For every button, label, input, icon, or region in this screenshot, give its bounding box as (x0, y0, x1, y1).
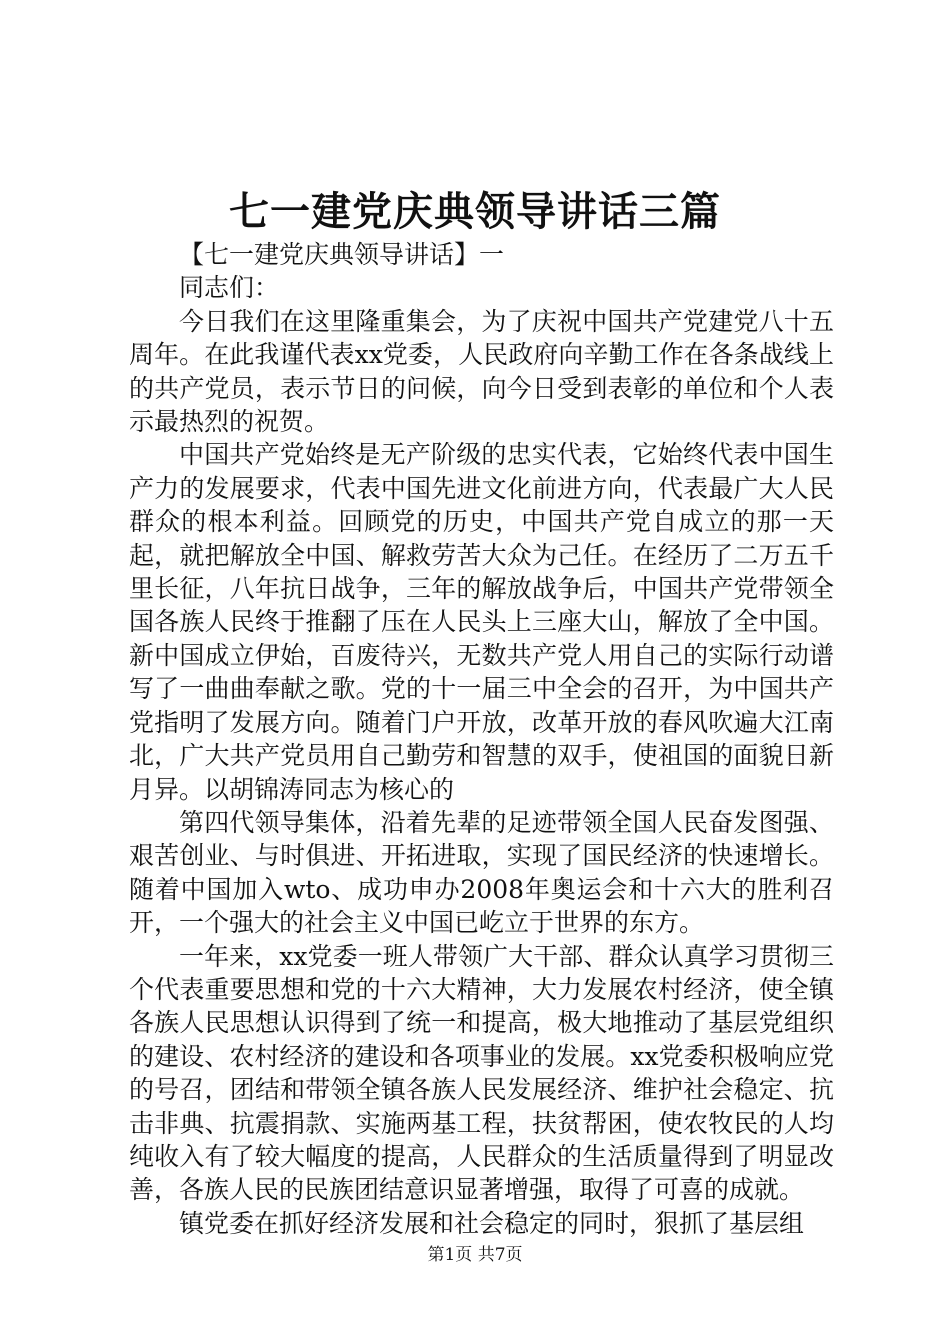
document-body (129, 238, 834, 1240)
paragraph: 中国共产党始终是无产阶级的忠实代表，它始终代表中国生产力的发展要求，代表中国先进文化前进方向，代表最广大人民群众的根本利益。回顾党的历史，中国共产党自成立的那一天起，就把解放全中国、解救劳苦大众为己任。在经历了二万五千里长征，八年抗日战争，三年的解放战争后，中国共产党带领全国各族人民终于推翻了压在人民头上三座大山，解放了全中国。新中国成立伊始，百废待兴，无数共产党人用自己的实际行动谱写了一曲曲奉献之歌。党的十一届三中全会的召开，为中国共产党指明了发展方向。随着门户开放，改革开放的春风吹遍大江南北，广大共产党员用自己勤劳和智慧的双手，使祖国的面貌日新月异。以胡锦涛同志为核心的 (129, 440, 834, 804)
paragraph: 今日我们在这里隆重集会，为了庆祝中国共产党建党八十五周年。在此我谨代表xx党委，人民政府向辛勤工作在各条战线上的共产党员，表示节日的问候，向今日受到表彰的单位和个人表示最热烈的祝贺。 (129, 306, 834, 437)
paragraph: 镇党委在抓好经济发展和社会稳定的同时，狠抓了基层组 (179, 1208, 805, 1238)
paragraph: 一年来，xx党委一班人带领广大干部、群众认真学习贯彻三个代表重要思想和党的十六大精神，大力发展农村经济，使全镇各族人民思想认识得到了统一和提高，极大地推动了基层党组织的建设、农村经济的建设和各项事业的发展。xx党委积极响应党的号召，团结和带领全镇各族人民发展经济、维护社会稳定、抗击非典、抗震捐款、实施两基工程，扶贫帮困，使农牧民的人均纯收入有了较大幅度的提高，人民群众的生活质量得到了明显改善，各族人民的民族团结意识显著增强，取得了可喜的成就。 (129, 941, 834, 1205)
page-footer: 第1页 共7页 (427, 1245, 523, 1265)
paragraph: 第四代领导集体，沿着先辈的足迹带领全国人民奋发图强、艰苦创业、与时俱进、开拓进取，实现了国民经济的快速增长。随着中国加入wto、成功申办2008年奥运会和十六大的胜利召开，一个强大的社会主义中国已屹立于世界的东方。 (129, 807, 834, 938)
document-title: 七一建党庆典领导讲话三篇 (229, 188, 721, 235)
paragraph-salutation: 同志们： (179, 273, 280, 303)
paragraph-heading: 【七一建党庆典领导讲话】一 (179, 240, 505, 269)
